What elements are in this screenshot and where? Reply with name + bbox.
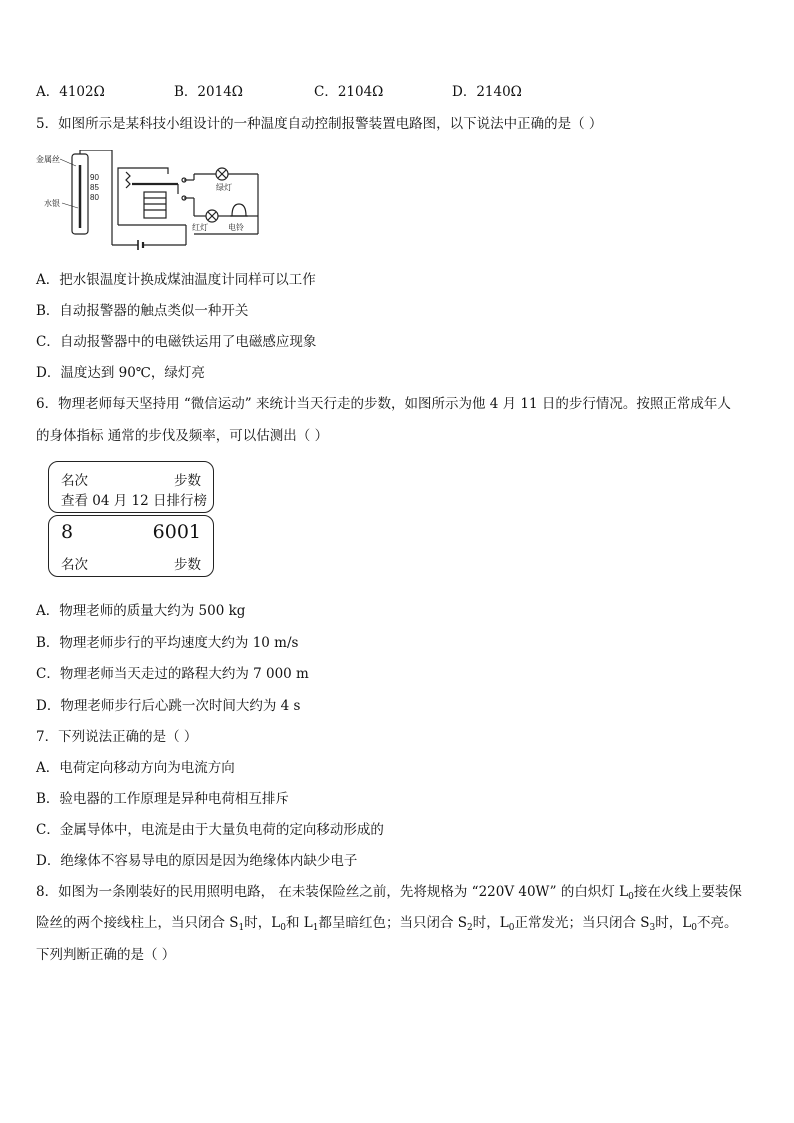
ranking-link: 查看 04 月 12 日排行榜 [61,493,208,509]
q7-option-c: C．金属导体中，电流是由于大量负电荷的定向移动形成的 [36,822,384,838]
panel-bottom-steps-label: 步数 [174,557,201,573]
spring [126,172,130,188]
label-mercury: 水银 [44,199,60,208]
q7-option-a: A．电荷定向移动方向为电流方向 [36,760,235,776]
q6-option-c: C．物理老师当天走过的路程大约为 7 000 m [36,666,309,682]
steps-value: 6001 [152,521,201,543]
electromagnet-coil [144,192,166,218]
q5-circuit-figure [36,150,266,250]
q5-option-b: B．自动报警器的触点类似一种开关 [36,303,249,319]
q4-options [36,80,636,100]
q4-option-a: A．4102Ω [36,84,105,100]
q6-stem-line1: 6．物理老师每天坚持用 “微信运动” 来统计当天行走的步数，如图所示为他 4 月 11 日的步行情况。按照正常成年人 [36,396,731,412]
panel-bottom-rank-label: 名次 [61,557,88,573]
panel-top-steps-label: 步数 [174,473,201,489]
electric-bell [232,204,246,216]
label-wire: 金属丝 [36,155,60,164]
q6-option-d: D．物理老师步行后心跳一次时间大约为 4 s [36,698,301,714]
q4-option-d: D．2140Ω [452,84,522,100]
q7-option-d: D．绝缘体不容易导电的原因是因为绝缘体内缺少电子 [36,853,358,869]
label-red-lamp: 红灯 [192,223,208,232]
q5-option-a: A．把水银温度计换成煤油温度计同样可以工作 [36,272,316,288]
scale-90: 90 [90,173,99,182]
q4-option-c: C．2104Ω [314,84,384,100]
q7-stem: 7．下列说法正确的是（ ） [36,729,198,745]
q6-option-a: A．物理老师的质量大约为 500 kg [36,603,246,619]
ranking-entry-panel [48,515,214,577]
q5-stem: 5．如图所示是某科技小组设计的一种温度自动控制报警装置电路图，以下说法中正确的是（ ） [36,116,603,132]
panel-top-rank-label: 名次 [61,473,88,489]
q5-option-c: C．自动报警器中的电磁铁运用了电磁感应现象 [36,334,317,350]
q7-option-b: B．验电器的工作原理是异种电荷相互排斥 [36,791,289,807]
q8-stem-line3: 下列判断正确的是（ ） [36,947,176,963]
q8-stem-line2: 险丝的两个接线柱上，当只闭合 $S_1$时，$L_0$和 $L_1$都呈暗红色；当只闭合 $S_2$时，$L_0$正常发光；当只闭合 $S_3$时，$L_0$不亮。 [36,915,738,933]
label-green-lamp: 绿灯 [216,183,232,192]
q4-option-b: B．2014Ω [174,84,243,100]
ranking-header-panel [48,461,214,513]
scale-80: 80 [90,193,99,202]
q6-stem-line2: 的身体指标 通常的步伐及频率，可以估测出（ ） [36,428,329,444]
label-bell: 电铃 [228,223,244,232]
q5-option-d: D．温度达到 90℃，绿灯亮 [36,365,205,381]
rank-value: 8 [61,521,74,543]
q6-option-b: B．物理老师步行的平均速度大约为 10 m/s [36,635,299,651]
scale-85: 85 [90,183,99,192]
q8-stem-line1: 8．如图为一条刚装好的民用照明电路， 在未装保险丝之前，先将规格为 “220V 40W” 的白炽灯 $L_0$接在火线上要装保 [36,884,742,902]
